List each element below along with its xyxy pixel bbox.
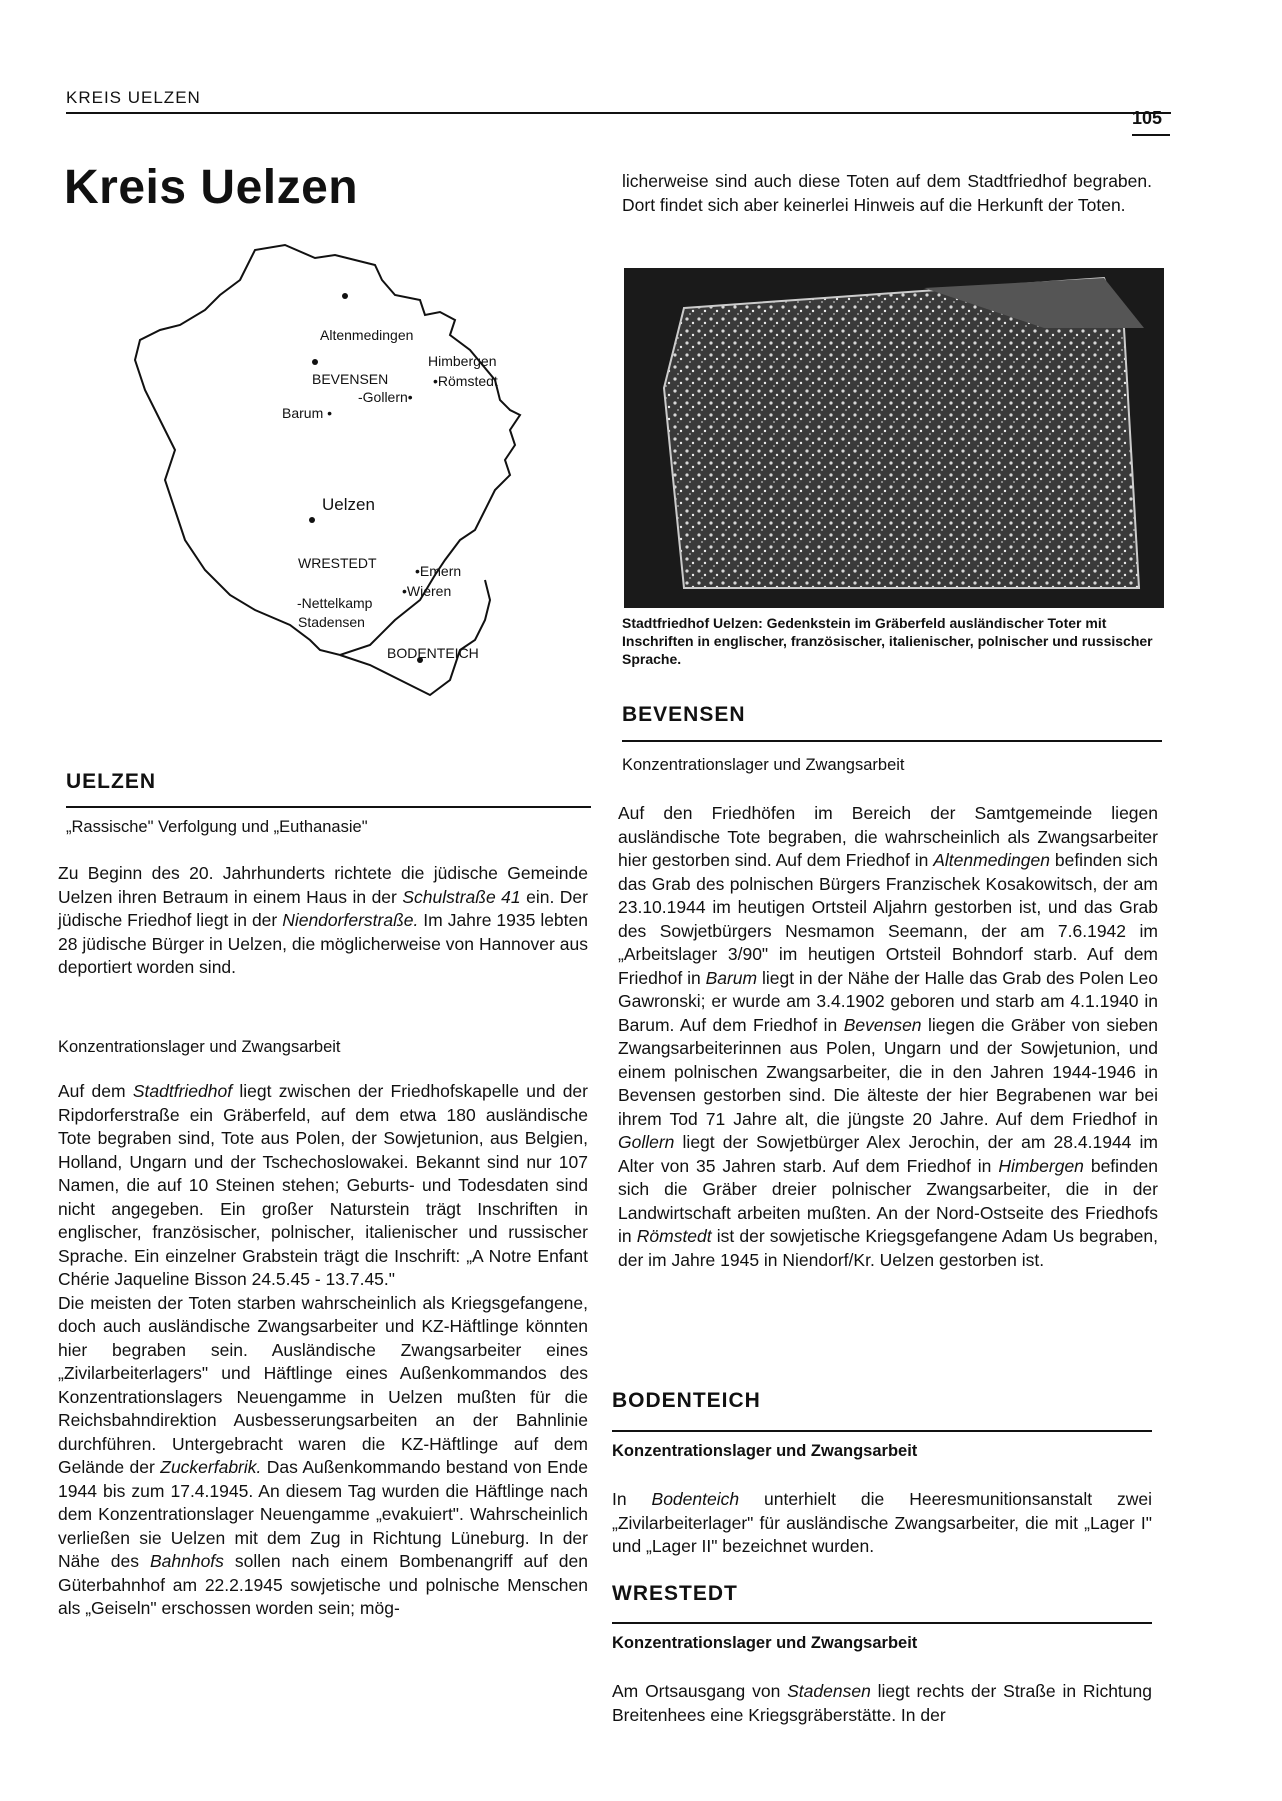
map-label-stadensen: Stadensen — [298, 614, 365, 630]
photo-caption: Stadtfriedhof Uelzen: Gedenkstein im Gräberfeld ausländischer Toter mit Inschriften in englischer, französischer, italienischer, polnischer und russischer Sprache. — [622, 615, 1153, 667]
subheading-camps-bevensen: Konzentrationslager und Zwangsarbeit — [622, 756, 905, 774]
bodenteich-paragraph: In Bodenteich unterhielt die Heeresmunitionsanstalt zwei „Zivilarbeiterlager" für ausländische Zwangsarbeiter, die mit „Lager I" und „Lager II" bezeichnet wurden. — [612, 1489, 1152, 1556]
running-head: KREIS UELZEN — [66, 88, 201, 107]
map-label-bevensen: BEVENSEN — [312, 371, 389, 387]
subheading-camps-uelzen: Konzentrationslager und Zwangsarbeit — [58, 1038, 341, 1056]
memorial-stone-photo — [624, 268, 1164, 608]
section-heading-bevensen: BEVENSEN — [622, 703, 746, 726]
map-label-altenmedingen: Altenmedingen — [320, 327, 414, 343]
section-rule — [612, 1430, 1152, 1432]
continuation-paragraph: licherweise sind auch diese Toten auf dem Stadtfriedhof begraben. Dort findet sich aber keinerlei Hinweis auf die Herkunft der Toten. — [622, 171, 1152, 215]
wrestedt-paragraph: Am Ortsausgang von Stadensen liegt rechts der Straße in Richtung Breitenhees eine Kriegsgräberstätte. In der — [612, 1681, 1152, 1725]
map-label-nettelkamp: -Nettelkamp — [297, 595, 373, 611]
section-rule — [622, 740, 1162, 742]
header-rule — [66, 112, 1171, 114]
page-title: Kreis Uelzen — [64, 161, 359, 214]
bevensen-paragraph: Auf den Friedhöfen im Bereich der Samtgemeinde liegen ausländische Tote begraben, die wahrscheinlich als Zwangsarbeiter hier gestorben sind. Auf dem Friedhof in Altenmedingen befinden sich das Grab des polnischen Bürgers Franzischek Kosakowitsch, der am 23.10.1944 im heutigen Ortsteil Aljahrn gestorben ist, und das Grab des Sowjetbürgers Nesmamon Seemann, der am 7.6.1942 im „Arbeitslager 3/90" im heutigen Ortsteil Bohndorf starb. Auf dem Friedhof in Barum liegt in der Nähe der Halle das Grab des Polen Leo Gawronski; er wurde am 3.4.1902 geboren und starb am 4.1.1940 in Barum. Auf dem Friedhof in Bevensen liegen die Gräber von sieben Zwangsarbeiterinnen aus Polen, Ungarn und der Sowjetunion, und einem polnischen Zwangsarbeiter, die in den Jahren 1944-1946 in Bevensen gestorben sind. Die älteste der hier Begrabenen war bei ihrem Tod 71 Jahre alt, die jüngste 20 Jahre. Auf dem Friedhof in Gollern liegt der Sowjetbürger Alex Jerochin, der am 28.4.1944 im Alter von 35 Jahren starb. Auf dem Friedhof in Himbergen befinden sich die Gräber dreier polnischer Zwangsarbeiter, die in der Landwirtschaft arbeiten mußten. An der Nord-Ostseite des Friedhofs in Römstedt ist der sowjetische Kriegsgefangene Adam Us begraben, der im Jahre 1945 in Niendorf/Kr. Uelzen gestorben ist. — [618, 803, 1158, 1270]
section-heading-wrestedt: WRESTEDT — [612, 1582, 738, 1605]
section-heading-uelzen: UELZEN — [66, 770, 156, 793]
page-number: 105 — [1132, 108, 1163, 128]
map-label-bodenteich: BODENTEICH — [387, 645, 479, 661]
map-label-emern: •Emern — [415, 563, 462, 579]
map-label-wieren: •Wieren — [402, 583, 452, 599]
map-label-himbergen: Himbergen — [428, 353, 497, 369]
subheading-camps-wrestedt: Konzentrationslager und Zwangsarbeit — [612, 1634, 918, 1652]
map-label-gollern: -Gollern• — [358, 389, 413, 405]
map-label-barum: Barum • — [282, 405, 333, 421]
section-rule — [612, 1622, 1152, 1624]
map-label-uelzen: Uelzen — [322, 495, 375, 514]
section-heading-bodenteich: BODENTEICH — [612, 1389, 761, 1412]
uelzen-paragraph-2: Auf dem Stadtfriedhof liegt zwischen der Friedhofskapelle und der Ripdorferstraße ein Gräberfeld, auf dem etwa 180 ausländische Tote begraben sind, Tote aus Polen, der Sowjetunion, aus Belgien, Holland, Ungarn und der Tschechoslowakei. Bekannt sind nur 107 Namen, die auf 10 Steinen stehen; Geburts- und Todesdaten sind nicht angegeben. Ein großer Naturstein trägt Inschriften in englischer, französischer, polnischer, italienischer und russischer Sprache. Ein einzelner Grabstein trägt die Inschrift: „A Notre Enfant Chérie Jaqueline Bisson 24.5.45 - 13.7.45." Die meisten der Toten starben wahrscheinlich als Kriegsgefangene, doch auch ausländische Zwangsarbeiter und KZ-Häftlinge könnten hier begraben sein. Ausländische Zwangsarbeiter eines „Zivilarbeiterlagers" und Häftlinge eines Außenkommandos des Konzentrationslagers Neuengamme in Uelzen mußten für die Reichsbahndirektion Ausbesserungsarbeiten an der Bahnlinie durchführen. Untergebracht waren die KZ-Häftlinge auf dem Gelände der Zuckerfabrik. Das Außenkommando bestand von Ende 1944 bis zum 17.4.1945. An diesem Tag wurden die Häftlinge nach dem Konzentrationslager Neuengamme „evakuiert". Wahrscheinlich verließen sie Uelzen mit dem Zug in Richtung Lüneburg. In der Nähe des Bahnhofs sollen nach einem Bombenangriff auf den Güterbahnhof am 22.2.1945 sowjetische und polnische Menschen als „Geiseln" erschossen worden sein; mög- — [58, 1081, 588, 1618]
district-map — [90, 240, 530, 740]
map-label-wrestedt: WRESTEDT — [298, 555, 377, 571]
page-number-rule — [1132, 134, 1170, 136]
subheading-camps-bodenteich: Konzentrationslager und Zwangsarbeit — [612, 1442, 918, 1460]
uelzen-paragraph-1: Zu Beginn des 20. Jahrhunderts richtete die jüdische Gemeinde Uelzen ihren Betraum in einem Haus in der Schulstraße 41 ein. Der jüdische Friedhof liegt in der Niendorferstraße. Im Jahre 1935 lebten 28 jüdische Bürger in Uelzen, die möglicherweise von Hannover aus deportiert worden sind. — [58, 863, 588, 977]
map-label-roemstedt: •Römstedt — [433, 373, 498, 389]
section-rule — [66, 806, 591, 808]
subheading-persecution: „Rassische" Verfolgung und „Euthanasie" — [66, 818, 368, 836]
